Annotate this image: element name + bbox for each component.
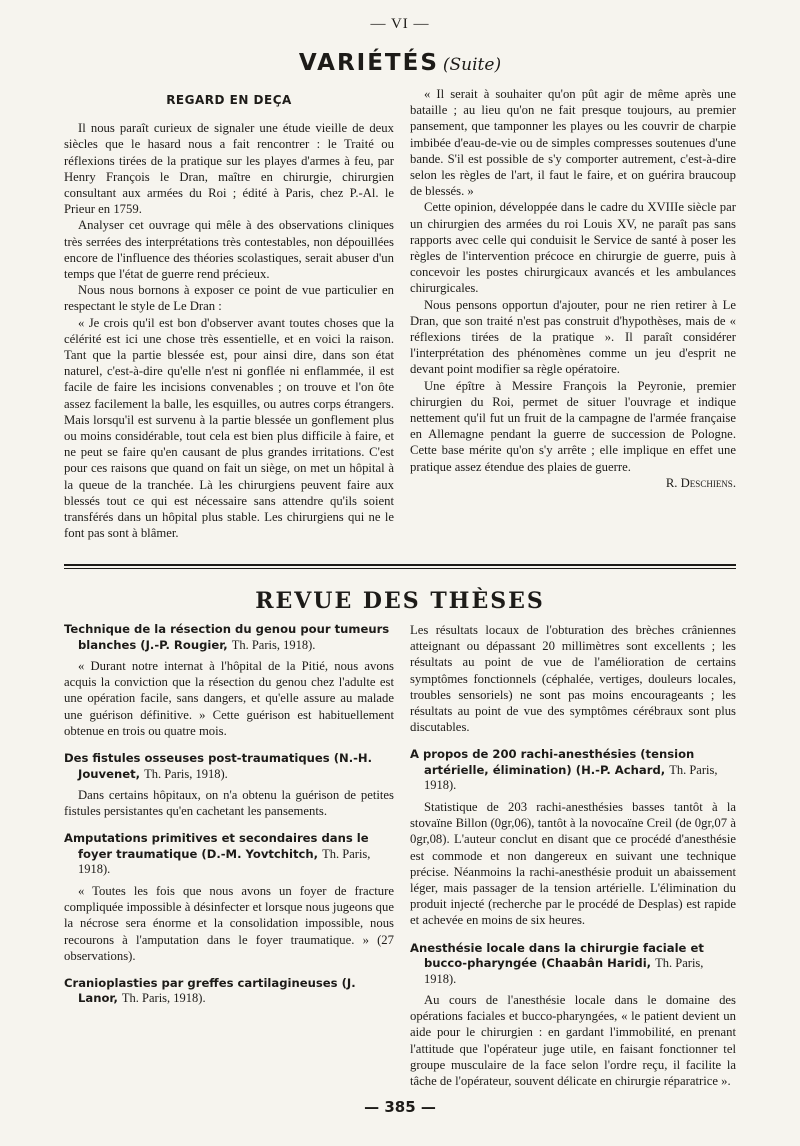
- page-number: — 385 —: [364, 1098, 436, 1116]
- revue-column-left: [64, 622, 394, 1012]
- article-quote: « Je crois qu'il est bon d'observer avant toutes choses que la célérité est ici une chose très essentielle, et en voici la raison. Tant que la partie blessée est, pour ainsi dire, dans son état naturel, c'est-à-dire qu'elle n'est ni gonflée ni enflammée, il est facile de faire les incisions convenables ; on trouve et l'on ôte assez facilement la balle, les esquilles, ou autres corps étrangers. Mais lorsqu'il est survenu à la partie blessée un gonflement plus ou moins considérable, tout cela est bien plus difficile à faire, et ne peut se faire qu'en causant de plus grandes irritations. C'est pour ces raisons que quand on fait un siège, on met un hôpital à la queue de la tranchée. Là les chirurgiens peuvent faire aux blessés tout ce qui est nécessaire sans attendre qu'ils soient transférés dans un hôpital plus stable. Les chirurgiens qui ne le font pas sont à blâmer.: [64, 315, 394, 541]
- revue-column-right: [410, 622, 736, 1089]
- thesis-author: (H.-P. Achard,: [575, 762, 666, 777]
- thesis-title: Des fistules osseuses post-traumatiques (N.-H. Jouvenet, Th. Paris, 1918).: [64, 751, 373, 781]
- article-column-right: [410, 86, 736, 491]
- thesis-summary: Les résultats locaux de l'obturation des brèches crâniennes atteignant ou dépassant 20 millimètres sont excellents ; les résultats au point de vue de l'amélioration de certains symptômes fonctionnels (céphalée, vertiges, douleurs locales, troubles sensoriels) ne sont pas moins encourageants ; les résultats au point de vue des symptômes cérébraux sont plus discutables.: [410, 623, 736, 735]
- thesis-title: Amputations primitives et secondaires dans le foyer traumatique (D.-M. Yovtchitch, Th. Paris, 1918).: [64, 831, 371, 877]
- thesis-ref: Th. Paris, 1918).: [121, 991, 206, 1006]
- article-title: REGARD EN DEÇA: [166, 93, 292, 107]
- article-paragraph: Analyser cet ouvrage qui mêle à des observations cliniques très serrées des interprétations très contestables, non dépouillées encore de l'influence des théories scolastiques, serait abuser d'un temps que l'état de guerre rend précieux.: [64, 218, 394, 282]
- running-head: — VI —: [370, 16, 430, 32]
- thesis-ref: Th. Paris, 1918).: [424, 956, 704, 986]
- article-paragraph: Cette opinion, développée dans le cadre du XVIIIe siècle par un chirurgien des armées du roi Louis XV, ne paraît pas sans rapports avec celle qui conduisit le Service de santé à poser les règles de l'intervention précoce en chirurgie de guerre, puis à concevoir les postes chirurgicaux avancés et les ambulances chirurgicales.: [410, 200, 736, 296]
- revue-title: REVUE DES THÈSES: [255, 588, 545, 614]
- section-divider: [64, 564, 736, 566]
- thesis-author: (J.-P. Rougier,: [140, 637, 228, 652]
- thesis-title: Anesthésie locale dans la chirurgie faciale et bucco-pharyngée (Chaabân Haridi, Th. Paris, 1918).: [410, 940, 704, 986]
- article-paragraph: Une épître à Messire François la Peyronie, premier chirurgien du Roi, permet de situer l'ouvrage et indique nettement qu'il fut un fruit de la campagne de l'armée française en Allemagne pendant la guerre de succession de Pologne. Cette base mérite qu'on s'y arrête ; elle implique en effet une pratique assez étendue des plaies de guerre.: [410, 378, 736, 474]
- section-title: [0, 50, 800, 76]
- thesis-summary: Statistique de 203 rachi-anesthésies basses tantôt à la stovaïne Billon (0gr,06), tantôt à la novocaïne Creil (de 0gr,07 à 0gr,08). L'auteur conclut en disant que ce procédé d'anesthésie est commode et non dangereux en suivant une technique précise. Néanmoins la rachi-anesthésie produit un abaissement léger, mais passager de la tension artérielle. L'élimination du produit injecté (recherche par le procédé de Desplas) est rapide et achevée en moins de six heures.: [410, 799, 736, 928]
- thesis-ref: Th. Paris, 1918).: [424, 762, 718, 793]
- article-signature: R. Deschiens.: [665, 475, 736, 490]
- thesis-title: Cranioplasties par greffes cartilagineuses (J. Lanor, Th. Paris, 1918).: [64, 975, 356, 1006]
- thesis-title: Technique de la résection du genou pour tumeurs blanches (J.-P. Rougier, Th. Paris, 1918).: [64, 622, 390, 652]
- thesis-summary: Dans certains hôpitaux, on n'a obtenu la guérison de petites fistules persistantes qu'en cachetant les pansements.: [64, 788, 394, 819]
- article-quote: « Il serait à souhaiter qu'on pût agir de même après une bataille ; au lieu qu'on ne fait presque toujours, au premier pansement, que tamponner les playes ou les couvrir de charpie imbibée d'eau-de-vie ou de simples compresses soutenues d'une bande. S'il est possible de s'y comporter autrement, c'est-à-dire selon les règles de l'art, il faut le faire, et on guérira braucoup de blessés. »: [410, 87, 736, 199]
- thesis-summary: Au cours de l'anesthésie locale dans le domaine des opérations faciales et bucco-pharyngées, « le patient devient un aide pour le chirurgien : en gardant l'immobilité, en prenant l'attitude que l'opérateur juge utile, en faisant fonctionner tel groupe musculaire de la face selon l'ordre reçu, il facilite la tâche de l'opérateur, souvent délicate en chirurgie réparatrice ».: [410, 993, 736, 1089]
- thesis-ref: Th. Paris, 1918).: [78, 846, 371, 877]
- thesis-ref: Th. Paris, 1918).: [231, 637, 316, 652]
- thesis-author: (J. Lanor,: [78, 975, 356, 1006]
- thesis-title: A propos de 200 rachi-anesthésies (tension artérielle, élimination) (H.-P. Achard, Th. Paris, 1918).: [410, 747, 718, 793]
- thesis-ref: Th. Paris, 1918).: [144, 766, 228, 781]
- thesis-summary: « Durant notre internat à l'hôpital de la Pitié, nous avons acquis la conviction que la résection du genou chez l'adulte est une opération facile, sans dangers, et qu'elle assure au malade une guérison définitive. » Cette guérison est habituellement obtenue en trois ou quatre mois.: [64, 659, 394, 738]
- section-divider-thin: [64, 568, 736, 569]
- article-paragraph: Il nous paraît curieux de signaler une étude vieille de deux siècles que le hasard nous a fait rencontrer : le Traité ou réflexions tirées de la pratique sur les playes d'armes à feu, par Henry François le Dran, maître en chirurgie, chirurgien consultant aux armées du Roi ; édité à Paris, chez P.-Al. le Prieur en 1759.: [64, 121, 394, 217]
- section-suite: (Suite): [442, 55, 502, 75]
- thesis-author: (D.-M. Yovtchitch,: [201, 846, 319, 861]
- thesis-summary: « Toutes les fois que nous avons un foyer de fracture compliquée impossible à désinfecter et lorsque nous jugeons que la nécrose sera énorme et la consolidation impossible, nous recourons à l'amputation dans le foyer traumatique. » (27 observations).: [64, 883, 394, 963]
- article-paragraph: Nous pensons opportun d'ajouter, pour ne rien retirer à Le Dran, que son traité n'est pas construit d'hypothèses, mais de « réflexions tirées de la pratique ». Il paraît considérer l'interprétation des phénomènes comme un jeu d'esprit ne devant point modifier sa règle opératoire.: [410, 297, 736, 377]
- thesis-author: (N.-H. Jouvenet,: [78, 751, 373, 781]
- article-paragraph: Nous nous bornons à exposer ce point de vue particulier en respectant le style de Le Dran :: [64, 283, 394, 314]
- article-column-left: [64, 86, 394, 541]
- section-name: VARIÉTÉS: [298, 50, 439, 76]
- thesis-author: (Chaabân Haridi,: [541, 956, 652, 971]
